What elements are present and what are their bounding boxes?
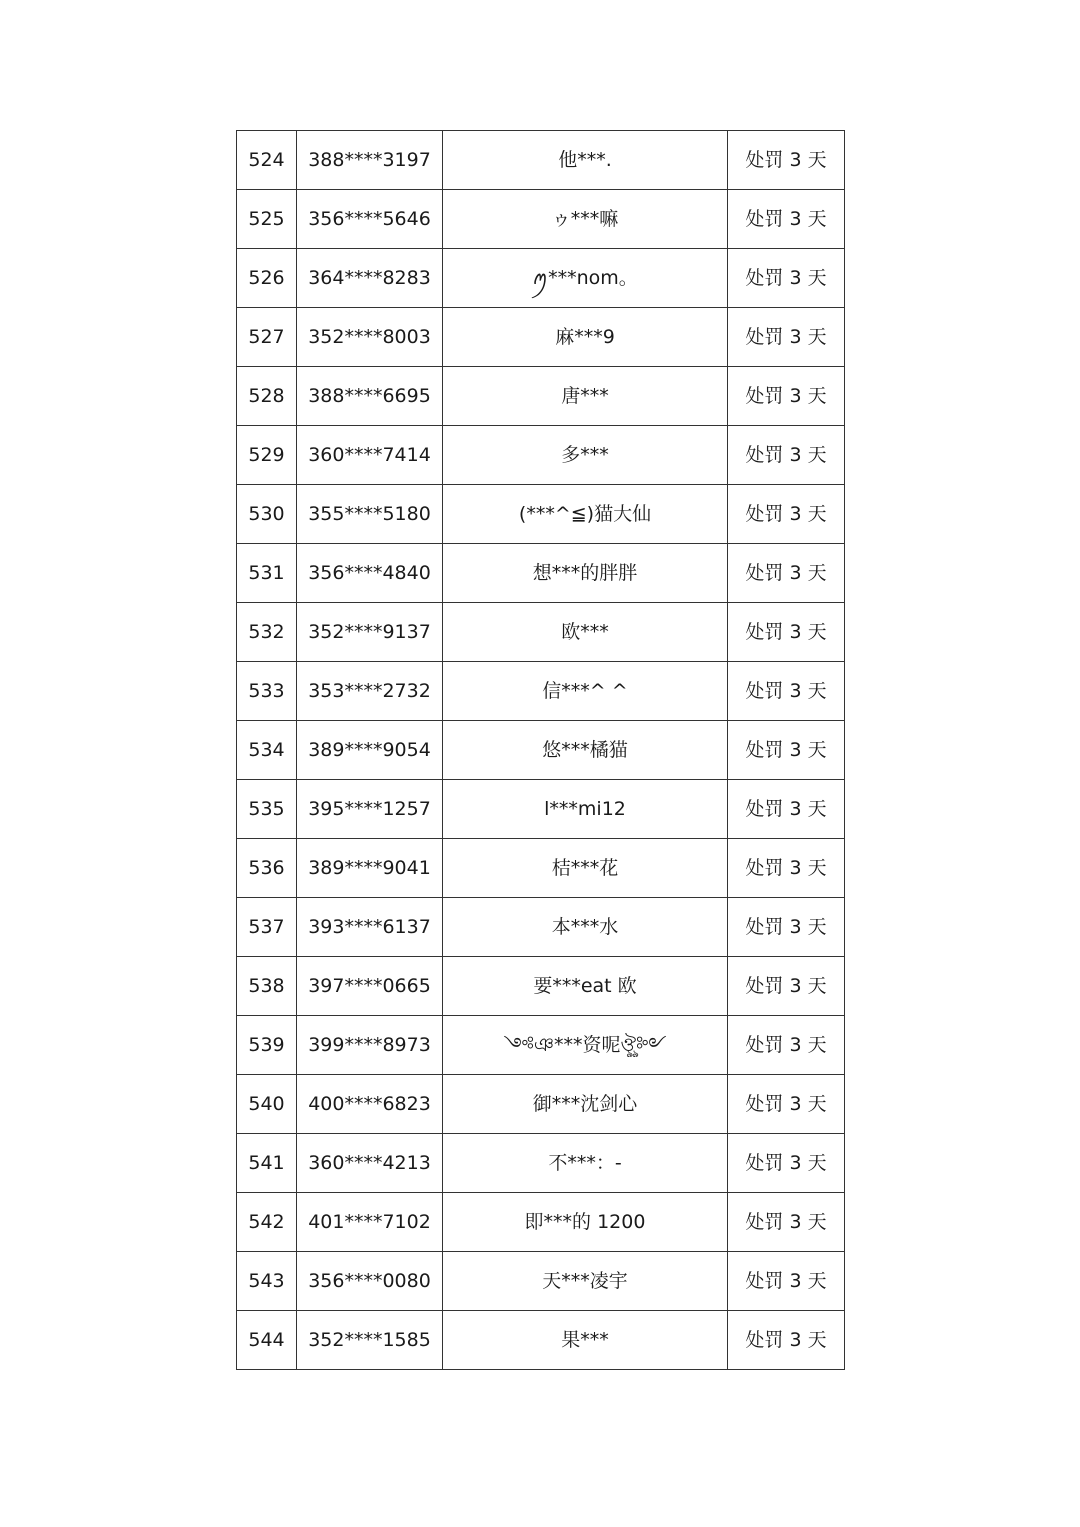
nickname: 欧*** [443, 603, 728, 662]
row-number: 537 [237, 898, 297, 957]
penalty: 处罚 3 天 [728, 190, 845, 249]
penalty: 处罚 3 天 [728, 1016, 845, 1075]
penalty: 处罚 3 天 [728, 1075, 845, 1134]
row-number: 529 [237, 426, 297, 485]
nickname: 桔***花 [443, 839, 728, 898]
row-number: 544 [237, 1311, 297, 1370]
table-row [237, 898, 845, 957]
penalty: 处罚 3 天 [728, 957, 845, 1016]
account-id: 353****2732 [297, 662, 443, 721]
table-row [237, 957, 845, 1016]
table-row [237, 721, 845, 780]
penalty: 处罚 3 天 [728, 898, 845, 957]
account-id: 364****8283 [297, 249, 443, 308]
account-id: 400****6823 [297, 1075, 443, 1134]
penalty: 处罚 3 天 [728, 1193, 845, 1252]
nickname: 多*** [443, 426, 728, 485]
penalty: 处罚 3 天 [728, 1134, 845, 1193]
nickname: ゥ***嘛 [443, 190, 728, 249]
nickname: 信***^ ^ [443, 662, 728, 721]
table-row [237, 603, 845, 662]
nickname: (***^≦)猫大仙 [443, 485, 728, 544]
table-row [237, 485, 845, 544]
table-row [237, 1193, 845, 1252]
penalty: 处罚 3 天 [728, 131, 845, 190]
table-row [237, 249, 845, 308]
penalty: 处罚 3 天 [728, 1311, 845, 1370]
row-number: 532 [237, 603, 297, 662]
row-number: 526 [237, 249, 297, 308]
row-number: 530 [237, 485, 297, 544]
nickname: l***mi12 [443, 780, 728, 839]
nickname: 悠***橘猫 [443, 721, 728, 780]
table-row [237, 1311, 845, 1370]
account-id: 388****6695 [297, 367, 443, 426]
account-id: 356****4840 [297, 544, 443, 603]
row-number: 535 [237, 780, 297, 839]
table-row [237, 367, 845, 426]
row-number: 533 [237, 662, 297, 721]
table-row [237, 308, 845, 367]
table-row [237, 662, 845, 721]
account-id: 355****5180 [297, 485, 443, 544]
table-row [237, 131, 845, 190]
table-row [237, 544, 845, 603]
row-number: 528 [237, 367, 297, 426]
row-number: 524 [237, 131, 297, 190]
row-number: 543 [237, 1252, 297, 1311]
account-id: 388****3197 [297, 131, 443, 190]
nickname: 要***eat 欧 [443, 957, 728, 1016]
account-id: 360****7414 [297, 426, 443, 485]
table-row [237, 1016, 845, 1075]
table-row [237, 1075, 845, 1134]
account-id: 397****0665 [297, 957, 443, 1016]
penalty: 处罚 3 天 [728, 839, 845, 898]
row-number: 539 [237, 1016, 297, 1075]
row-number: 541 [237, 1134, 297, 1193]
penalty: 处罚 3 天 [728, 426, 845, 485]
nickname: 御***沈剑心 [443, 1075, 728, 1134]
account-id: 352****9137 [297, 603, 443, 662]
account-id: 356****0080 [297, 1252, 443, 1311]
nickname: 果*** [443, 1311, 728, 1370]
nickname: 本***水 [443, 898, 728, 957]
account-id: 393****6137 [297, 898, 443, 957]
table-row [237, 780, 845, 839]
table-row [237, 839, 845, 898]
penalty: 处罚 3 天 [728, 780, 845, 839]
row-number: 540 [237, 1075, 297, 1134]
penalty: 处罚 3 天 [728, 1252, 845, 1311]
table-row [237, 426, 845, 485]
row-number: 538 [237, 957, 297, 1016]
penalty: 处罚 3 天 [728, 249, 845, 308]
table-row [237, 190, 845, 249]
table-body [237, 131, 845, 1370]
penalty-table [236, 130, 845, 1370]
penalty: 处罚 3 天 [728, 603, 845, 662]
nickname: 不***：- [443, 1134, 728, 1193]
account-id: 389****9054 [297, 721, 443, 780]
account-id: 352****1585 [297, 1311, 443, 1370]
account-id: 356****5646 [297, 190, 443, 249]
penalty: 处罚 3 天 [728, 721, 845, 780]
account-id: 395****1257 [297, 780, 443, 839]
account-id: 401****7102 [297, 1193, 443, 1252]
table-row [237, 1252, 845, 1311]
nickname: 天***凌宇 [443, 1252, 728, 1311]
row-number: 527 [237, 308, 297, 367]
account-id: 399****8973 [297, 1016, 443, 1075]
penalty: 处罚 3 天 [728, 544, 845, 603]
row-number: 534 [237, 721, 297, 780]
table-row [237, 1134, 845, 1193]
penalty: 处罚 3 天 [728, 662, 845, 721]
account-id: 352****8003 [297, 308, 443, 367]
nickname: ༺ঞ***资呢ঔৣ༻ [443, 1016, 728, 1075]
nickname: 他***. [443, 131, 728, 190]
nickname: 唐*** [443, 367, 728, 426]
penalty: 处罚 3 天 [728, 308, 845, 367]
penalty: 处罚 3 天 [728, 367, 845, 426]
nickname: 想***的胖胖 [443, 544, 728, 603]
nickname: ꪑ***nom。 [443, 249, 728, 308]
penalty: 处罚 3 天 [728, 485, 845, 544]
row-number: 531 [237, 544, 297, 603]
account-id: 360****4213 [297, 1134, 443, 1193]
account-id: 389****9041 [297, 839, 443, 898]
row-number: 525 [237, 190, 297, 249]
nickname: 即***的 1200 [443, 1193, 728, 1252]
row-number: 542 [237, 1193, 297, 1252]
nickname: 麻***9 [443, 308, 728, 367]
row-number: 536 [237, 839, 297, 898]
